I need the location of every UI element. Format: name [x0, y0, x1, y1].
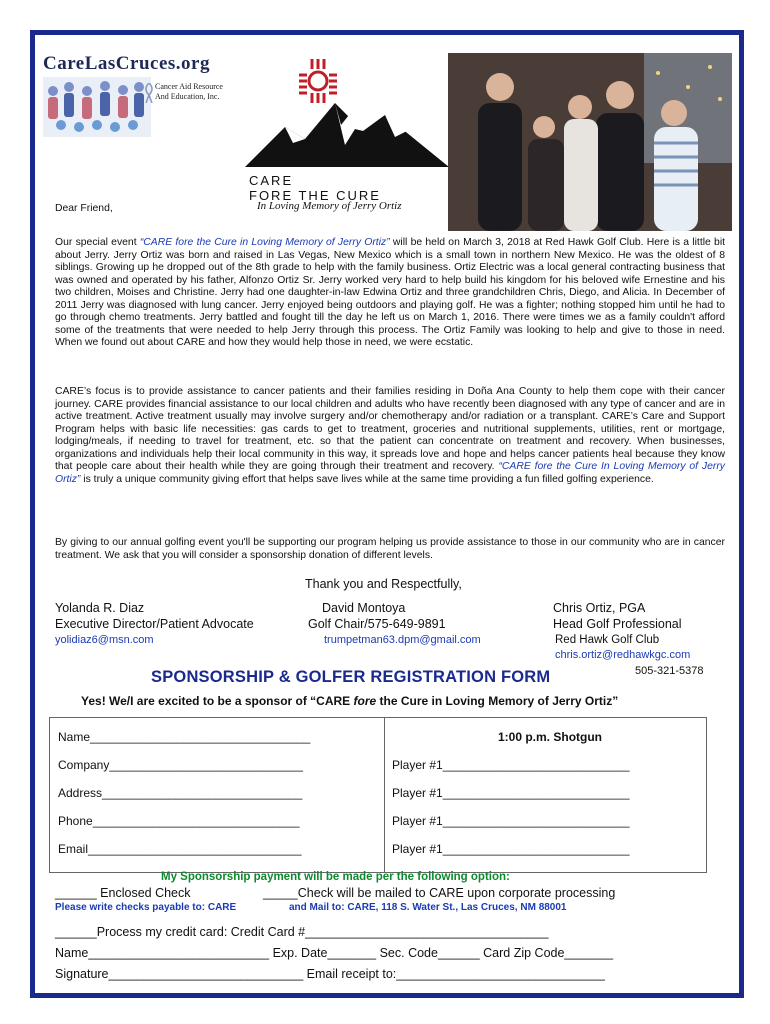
mail-check-option[interactable]: _____Check will be mailed to CARE upon corporate processing — [263, 886, 616, 900]
paragraph-2-body: CARE’s focus is to provide assistance to cancer patients and their families residing in Doña Ana County to help them cope with their cancer journey. CARE provides financial assistance to our local children and adults who have recently been diagnosed with any type of cancer and are in active treatment. Active treatment usually may involve surgery and/or chemotherapy and/or radiation or a transplant. CARE’s Care and Support Program helps with basic life necessities: gas cards to get to treatment, groceries and nutritional supplements, utilities, rent or mortgage, lodging/meals, if needing to travel for treatment, etc. so that the patient can concentrate on treatment and recovery. When businesses, organizations and individuals help their local community in this way, it spreads love and hope and helps cancer patients heal because they know that people care about their health while they are going through their treatment and recovery. — [55, 386, 725, 472]
paragraph-2 — [55, 386, 725, 486]
signer-1-name: Yolanda R. Diaz — [55, 601, 145, 615]
signer-3-org: Red Hawk Golf Club — [555, 634, 660, 646]
credit-card-field[interactable]: ______Process my credit card: Credit Card #___________________________________ — [55, 925, 549, 939]
name-field[interactable]: Name_________________________________ — [58, 730, 311, 744]
logo-fore-the-cure-text: FORE THE CURE — [249, 188, 381, 203]
greeting: Dear Friend, — [55, 203, 113, 214]
signer-1-email[interactable]: yolidiaz6@msn.com — [55, 634, 154, 646]
checks-payable: Please write checks payable to: CARE — [55, 902, 237, 913]
address-field[interactable]: Address______________________________ — [58, 786, 303, 800]
paragraph-1-body: will be held on March 3, 2018 at Red Hawk Golf Club. Here is a little bit about Jerry. Jerry Ortiz was born and raised in Las Vegas, New Mexico which is a small town in northern New Mexico. He was the oldest of 8 siblings. Growing up he dropped out of the 8th grade to help with the family business. Ortiz Electric was a local general contracting business that was owned and operated by his father, Alfonzo Ortiz Sr. Jerry worked very hard to help build his kingdom for his beloved wife Ernestine and his two children, Moises and Christine. Jerry had one daughter-in-law Edwina Ortiz and three grandchildren Chris, Diego, and Alicia. In December of 2011 Jerry was diagnosed with lung cancer. Jerry enjoyed being outdoors and playing golf. He was a fighter; nothing stopped him until he had to go through chemo treatments. Jerry battled and fought till the day he left us on March 1, 2016. There were times we as a family couldn't afford some of the treatments that were needed to help Jerry through this process. The Ortiz Family was looking to help and give to those in need. When we found out about CARE and how they would help those in need, we were ecstatic. — [55, 237, 726, 348]
enclosed-check-option[interactable]: ______ Enclosed Check — [55, 886, 191, 900]
logo-memory-text: In Loving Memory of Jerry Ortiz — [257, 200, 402, 212]
signer-2-email[interactable]: trumpetman63.dpm@gmail.com — [324, 634, 481, 646]
signer-1-title: Executive Director/Patient Advocate — [55, 617, 254, 631]
paragraph-3: By giving to our annual golfing event you'll be supporting our program helping us provide assistance to those in our community who are in cancer treatment. We ask that you will consider a sponsorship donation of different levels. — [55, 537, 725, 561]
paragraph-2-tail: is truly a unique community giving effort that helps save lives while at the same time providing a fun filled golfing experience. — [80, 473, 654, 485]
closing: Thank you and Respectfully, — [305, 577, 462, 591]
card-details-field[interactable]: Name__________________________ Exp. Date_______ Sec. Code______ Card Zip Code_______ — [55, 946, 614, 960]
player-field-1[interactable]: Player #1____________________________ — [392, 758, 630, 772]
phone-field[interactable]: Phone_______________________________ — [58, 814, 300, 828]
logo-title: CareLasCruces.org — [43, 53, 210, 74]
email-field[interactable]: Email________________________________ — [58, 842, 302, 856]
logo-subtitle-2: And Education, Inc. — [155, 92, 220, 101]
logo-subtitle-1: Cancer Aid Resource — [155, 82, 223, 91]
page-frame — [30, 30, 744, 998]
shotgun-time: 1:00 p.m. Shotgun — [498, 730, 603, 744]
box-divider — [384, 718, 385, 872]
logo-care-text: CARE — [249, 173, 294, 188]
event-name-2: “CARE fore the Cure In Loving Memory of Jerry Ortiz” — [55, 461, 726, 485]
signature-field[interactable]: Signature____________________________ Email receipt to:______________________________ — [55, 967, 605, 981]
sponsor-statement-pre: Yes! We/I are excited to be a sponsor of “CARE — [81, 694, 354, 708]
event-name: “CARE fore the Cure in Loving Memory of Jerry Ortiz” — [139, 237, 390, 248]
sponsor-statement-fore: fore — [353, 694, 377, 708]
signer-2-name: David Montoya — [322, 601, 406, 615]
signer-3-title: Head Golf Professional — [553, 617, 682, 631]
company-field[interactable]: Company_____________________________ — [58, 758, 303, 772]
player-field-4[interactable]: Player #1____________________________ — [392, 842, 630, 856]
paragraph-1-lead: Our special event — [55, 237, 140, 248]
payment-heading: My Sponsorship payment will be made per the following option: — [161, 871, 510, 883]
mail-address: and Mail to: CARE, 118 S. Water St., Las Cruces, NM 88001 — [289, 902, 567, 913]
sponsor-statement — [81, 694, 618, 708]
registration-box — [49, 717, 707, 873]
ribbon-icon — [145, 83, 153, 103]
player-field-2[interactable]: Player #1____________________________ — [392, 786, 630, 800]
signer-3-email[interactable]: chris.ortiz@redhawkgc.com — [555, 649, 691, 661]
form-heading: SPONSORSHIP & GOLFER REGISTRATION FORM — [151, 668, 551, 686]
care-las-cruces-logo — [43, 53, 233, 143]
people-collage-icon — [43, 77, 151, 137]
signer-2-title: Golf Chair/575-649-9891 — [308, 617, 446, 631]
signer-3-phone: 505-321-5378 — [635, 665, 704, 677]
sponsor-statement-post: the Cure in Loving Memory of Jerry Ortiz” — [376, 694, 619, 708]
zia-mountains-icon — [245, 55, 450, 173]
player-field-3[interactable]: Player #1____________________________ — [392, 814, 630, 828]
signer-3-name: Chris Ortiz, PGA — [553, 601, 646, 615]
care-fore-the-cure-logo — [245, 55, 450, 215]
paragraph-1 — [55, 237, 725, 350]
